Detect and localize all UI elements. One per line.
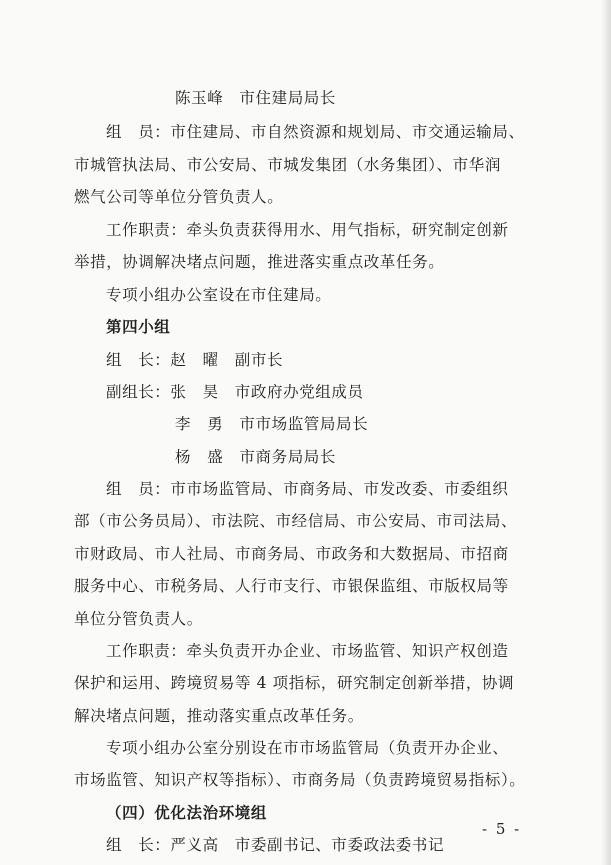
text-line: 组 长：赵 曜 副市长 [106,351,284,369]
text-line: 杨 盛 市商务局局长 [175,448,337,466]
text-line: 市财政局、市人社局、市商务局、市政务和大数据局、市招商 [74,545,509,563]
text-line: 专项小组办公室设在市住建局。 [106,286,332,304]
text-line: 专项小组办公室分别设在市市场监管局（负责开办企业、 [106,739,509,757]
page-number: - 5 - [482,820,522,838]
text-line: 工作职责：牵头负责获得用水、用气指标，研究制定创新 [106,221,509,239]
text-line: 部（市公务员局）、市法院、市经信局、市公安局、市司法局、 [74,512,518,530]
text-line: 组 员：市市场监管局、市商务局、市发改委、市委组织 [106,480,509,498]
scan-edge-shadow [601,0,611,865]
text-line: 市场监管、知识产权等指标）、市商务局（负责跨境贸易指标）。 [74,771,526,789]
text-line: 组 长：严义高 市委副书记、市委政法委书记 [106,836,445,854]
text-line: 市城管执法局、市公安局、市城发集团（水务集团）、市华润 [74,156,501,174]
section-heading: （四）优化法治环境组 [106,803,268,822]
section-heading: 第四小组 [106,317,171,336]
text-line: 燃气公司等单位分管负责人。 [74,188,284,206]
text-line: 陈玉峰 市住建局局长 [175,89,337,107]
text-line: 保护和运用、跨境贸易等 4 项指标，研究制定创新举措，协调 [74,674,515,692]
text-line: 组 员：市住建局、市自然资源和规划局、市交通运输局、 [106,123,525,141]
text-line: 李 勇 市市场监管局局长 [175,415,369,433]
text-line: 单位分管负责人。 [74,610,203,628]
text-line: 副组长：张 昊 市政府办党组成员 [106,383,364,401]
text-line: 解决堵点问题，推动落实重点改革任务。 [74,707,364,725]
text-line: 服务中心、市税务局、人行市支行、市银保监组、市版权局等 [74,577,509,595]
text-line: 工作职责：牵头负责开办企业、市场监管、知识产权创造 [106,642,509,660]
text-line: 举措，协调解决堵点问题，推进落实重点改革任务。 [74,253,445,271]
